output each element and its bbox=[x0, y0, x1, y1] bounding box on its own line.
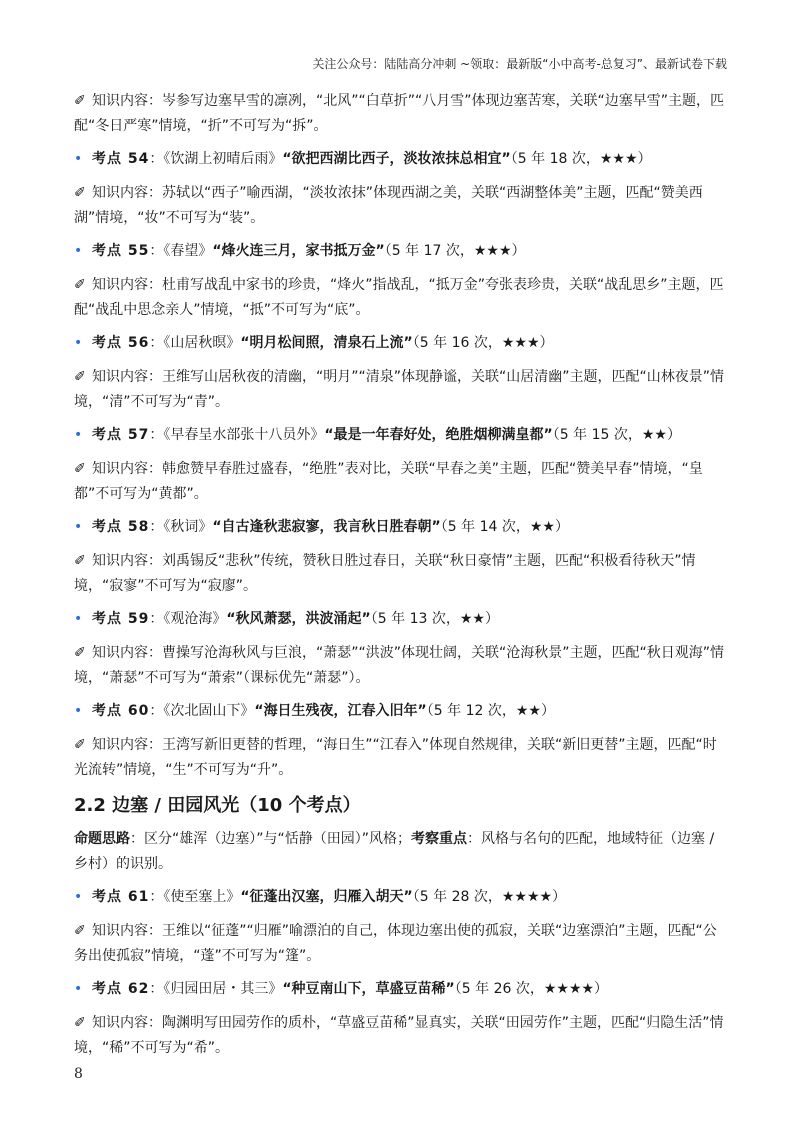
exam-point-item bbox=[74, 423, 729, 448]
knowledge-desc: ✐ 知识内容：王维写山居秋夜的清幽，“明月”“清泉”体现静谧，关联“山居清幽”主题，匹配“山林夜景”情境，“清”不可写为“青”。 bbox=[74, 365, 729, 415]
exam-point-item bbox=[74, 239, 729, 264]
bullet-icon: • bbox=[74, 611, 83, 627]
exam-point-list-a bbox=[74, 147, 729, 783]
pencil-icon: ✐ bbox=[74, 737, 86, 753]
exam-point-label: 考点 57 bbox=[92, 427, 150, 443]
intro-label-1: 命题思路 bbox=[74, 831, 130, 847]
poem-title: ：《山居秋暝》 bbox=[149, 335, 241, 351]
pencil-icon: ✐ bbox=[74, 93, 86, 109]
exam-point-label: 考点 55 bbox=[92, 243, 150, 259]
bullet-icon: • bbox=[74, 703, 83, 719]
page-number: 8 bbox=[74, 1066, 83, 1082]
poem-title: ：《秋词》 bbox=[149, 519, 213, 535]
bullet-icon: • bbox=[74, 151, 83, 167]
exam-point-item bbox=[74, 515, 729, 540]
exam-point-label: 考点 60 bbox=[92, 703, 150, 719]
knowledge-desc: ✐ 知识内容：陶渊明写田园劳作的质朴，“草盛豆苗稀”显真实，关联“田园劳作”主题，匹配“归隐生活”情境，“稀”不可写为“希”。 bbox=[74, 1011, 729, 1061]
pencil-icon: ✐ bbox=[74, 553, 86, 569]
frequency-meta: （5 年 17 次，★★★） bbox=[384, 243, 526, 259]
exam-point-list-b bbox=[74, 885, 729, 1061]
exam-point-item bbox=[74, 147, 729, 172]
frequency-meta: （5 年 16 次，★★★） bbox=[412, 335, 554, 351]
section-intro bbox=[74, 827, 729, 877]
pencil-icon: ✐ bbox=[74, 923, 86, 939]
exam-point-label: 考点 62 bbox=[92, 981, 150, 997]
knowledge-desc: ✐ 知识内容：王维以“征蓬”“归雁”喻漂泊的自己，体现边塞出使的孤寂，关联“边塞漂泊”主题，匹配“公务出使孤寂”情境，“蓬”不可写为“篷”。 bbox=[74, 919, 729, 969]
bullet-icon: • bbox=[74, 335, 83, 351]
poem-title: ：《春望》 bbox=[149, 243, 213, 259]
poem-quote: “最是一年春好处，绝胜烟柳满皇都” bbox=[324, 427, 553, 443]
poem-quote: “秋风萧瑟，洪波涌起” bbox=[226, 611, 371, 627]
poem-title: ：《观沧海》 bbox=[149, 611, 227, 627]
poem-quote: “征蓬出汉塞，归雁入胡天” bbox=[240, 889, 413, 905]
page-content bbox=[74, 89, 729, 1069]
pencil-icon: ✐ bbox=[74, 277, 86, 293]
frequency-meta: （5 年 15 次，★★） bbox=[552, 427, 681, 443]
poem-quote: “海日生残夜，江春入旧年” bbox=[254, 703, 427, 719]
poem-title: ：《归园田居・其三》 bbox=[149, 981, 283, 997]
poem-title: ：《次北固山下》 bbox=[149, 703, 255, 719]
poem-title: ：《使至塞上》 bbox=[149, 889, 241, 905]
frequency-meta: （5 年 14 次，★★） bbox=[440, 519, 569, 535]
knowledge-desc: ✐ 知识内容：岑参写边塞早雪的凛冽，“北风”“白草折”“八月雪”体现边塞苦寒，关联“边塞早雪”主题，匹配“冬日严寒”情境，“折”不可写为“拆”。 bbox=[74, 89, 729, 139]
exam-point-item bbox=[74, 977, 729, 1002]
knowledge-desc: ✐ 知识内容：刘禹锡反“悲秋”传统，赞秋日胜过春日，关联“秋日豪情”主题，匹配“积极看待秋天”情境，“寂寥”不可写为“寂廖”。 bbox=[74, 549, 729, 599]
exam-point-label: 考点 56 bbox=[92, 335, 150, 351]
exam-point-label: 考点 58 bbox=[92, 519, 150, 535]
frequency-meta: （5 年 28 次，★★★★） bbox=[412, 889, 567, 905]
knowledge-desc: ✐ 知识内容：王湾写新旧更替的哲理，“海日生”“江春入”体现自然规律，关联“新旧更替”主题，匹配“时光流转”情境，“生”不可写为“升”。 bbox=[74, 733, 729, 783]
poem-quote: “种豆南山下，草盛豆苗稀” bbox=[282, 981, 455, 997]
exam-point-item bbox=[74, 699, 729, 724]
page-header: 关注公众号：陆陆高分冲刺 ~领取：最新版“小中高考-总复习”、最新试卷下载 bbox=[312, 57, 727, 71]
bullet-icon: • bbox=[74, 889, 83, 905]
frequency-meta: （5 年 18 次，★★★） bbox=[510, 151, 652, 167]
poem-title: ：《饮湖上初晴后雨》 bbox=[149, 151, 283, 167]
frequency-meta: （5 年 26 次，★★★★） bbox=[454, 981, 609, 997]
frequency-meta: （5 年 13 次，★★） bbox=[370, 611, 499, 627]
poem-quote: “烽火连三月，家书抵万金” bbox=[212, 243, 385, 259]
poem-quote: “明月松间照，清泉石上流” bbox=[240, 335, 413, 351]
knowledge-desc: ✐ 知识内容：杜甫写战乱中家书的珍贵，“烽火”指战乱，“抵万金”夸张表珍贵，关联“战乱思乡”主题，匹配“战乱中思念亲人”情境，“抵”不可写为“底”。 bbox=[74, 273, 729, 323]
pencil-icon: ✐ bbox=[74, 369, 86, 385]
exam-point-item bbox=[74, 607, 729, 632]
bullet-icon: • bbox=[74, 519, 83, 535]
knowledge-desc: ✐ 知识内容：韩愈赞早春胜过盛春，“绝胜”表对比，关联“早春之美”主题，匹配“赞美早春”情境，“皇都”不可写为“黄都”。 bbox=[74, 457, 729, 507]
frequency-meta: （5 年 12 次，★★） bbox=[426, 703, 555, 719]
knowledge-desc: ✐ 知识内容：曹操写沧海秋风与巨浪，“萧瑟”“洪波”体现壮阔，关联“沧海秋景”主题，匹配“秋日观海”情境，“萧瑟”不可写为“萧索”（课标优先“萧瑟”）。 bbox=[74, 641, 729, 691]
knowledge-desc: ✐ 知识内容：苏轼以“西子”喻西湖，“淡妆浓抹”体现西湖之美，关联“西湖整体美”主题，匹配“赞美西湖”情境，“妆”不可写为“装”。 bbox=[74, 181, 729, 231]
intro-text-1: ：区分“雄浑（边塞）”与“恬静（田园）”风格； bbox=[130, 831, 412, 847]
exam-point-label: 考点 61 bbox=[92, 889, 150, 905]
exam-point-item bbox=[74, 331, 729, 356]
pencil-icon: ✐ bbox=[74, 185, 86, 201]
poem-quote: “自古逢秋悲寂寥，我言秋日胜春朝” bbox=[212, 519, 441, 535]
exam-point-item bbox=[74, 885, 729, 910]
poem-quote: “欲把西湖比西子，淡妆浓抹总相宜” bbox=[282, 151, 511, 167]
bullet-icon: • bbox=[74, 243, 83, 259]
section-title: 2.2 边塞 / 田园风光（10 个考点） bbox=[74, 795, 361, 816]
exam-point-label: 考点 59 bbox=[92, 611, 150, 627]
poem-title: ：《早春呈水部张十八员外》 bbox=[149, 427, 325, 443]
bullet-icon: • bbox=[74, 427, 83, 443]
intro-label-2: 考察重点 bbox=[411, 831, 468, 847]
pencil-icon: ✐ bbox=[74, 1015, 86, 1031]
pencil-icon: ✐ bbox=[74, 645, 86, 661]
exam-point-label: 考点 54 bbox=[92, 151, 150, 167]
intro-text-2: ：风格与名句的匹配，地域特征（边塞 / 乡村）的识别。 bbox=[74, 831, 715, 872]
bullet-icon: • bbox=[74, 981, 83, 997]
pencil-icon: ✐ bbox=[74, 461, 86, 477]
